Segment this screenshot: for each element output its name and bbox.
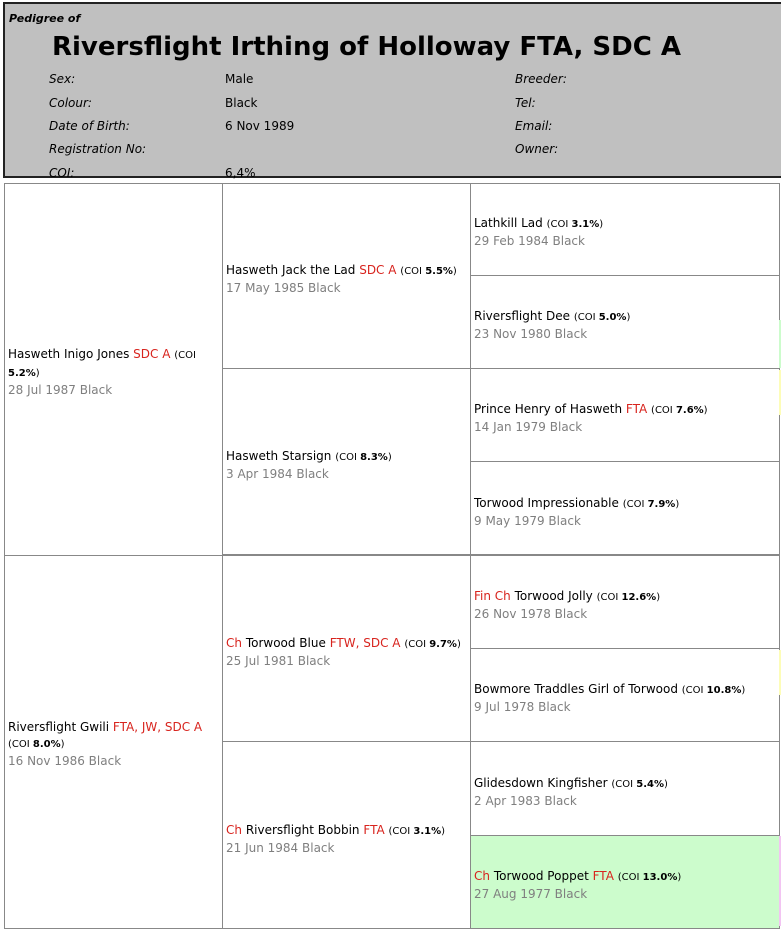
- dob-label: Date of Birth:: [49, 119, 130, 133]
- dog-entry: [474, 588, 773, 622]
- dog-coi-value: 8.3%: [360, 452, 388, 463]
- dog-coi: (COI 3.1%): [546, 219, 604, 230]
- dog-details: 9 May 1979 Black: [474, 514, 581, 528]
- dog-entry: [8, 346, 216, 398]
- dog-coi-value: 7.6%: [675, 405, 704, 416]
- dog-entry: [8, 719, 216, 769]
- pedigree-cell[interactable]: [222, 555, 471, 742]
- dog-coi-value: 13.0%: [642, 872, 678, 883]
- dog-coi-value: 9.7%: [429, 639, 457, 650]
- pedigree-cell[interactable]: [222, 368, 471, 555]
- dog-coi-value: 3.1%: [413, 826, 442, 837]
- dog-coi: (COI 10.8%): [681, 685, 746, 696]
- dog-coi: (COI 5.0%): [573, 312, 631, 323]
- registration-label: Registration No:: [49, 142, 147, 156]
- dog-name: Lathkill Lad: [474, 216, 543, 230]
- dog-coi: (COI 7.9%): [622, 499, 680, 510]
- dog-entry: [474, 401, 773, 435]
- dog-details: 29 Feb 1984 Black: [474, 234, 585, 248]
- colour-label: Colour:: [49, 96, 92, 110]
- pedigree-cell[interactable]: [4, 183, 223, 556]
- dog-coi-value: 5.5%: [425, 266, 453, 277]
- dog-coi: (COI 8.0%): [8, 739, 65, 750]
- dog-prefix: Ch: [226, 823, 242, 837]
- dog-entry: [474, 681, 773, 715]
- dog-name: Riversflight Bobbin: [245, 823, 360, 837]
- sex-value: Male: [225, 72, 254, 86]
- pedigree-cell[interactable]: [222, 741, 471, 929]
- dog-coi-value: 5.2%: [8, 368, 36, 379]
- owner-label: Owner:: [515, 142, 559, 156]
- dog-coi-value: 7.9%: [647, 499, 676, 510]
- dog-entry: [474, 868, 773, 902]
- dog-details: 26 Nov 1978 Black: [474, 607, 588, 621]
- dog-entry: [474, 495, 773, 529]
- dog-title: Riversflight Irthing of Holloway FTA, SDC A: [52, 32, 681, 62]
- pedigree-of-label: Pedigree of: [9, 12, 81, 25]
- dog-coi: (COI 12.6%): [596, 592, 661, 603]
- dog-coi: (COI 13.0%): [617, 872, 682, 883]
- dog-name: Hasweth Starsign: [226, 449, 332, 463]
- dog-details: 23 Nov 1980 Black: [474, 327, 588, 341]
- dog-titles: SDC A: [359, 263, 397, 277]
- dog-entry: [226, 635, 464, 669]
- dog-coi-value: 12.6%: [621, 592, 657, 603]
- pedigree-cell[interactable]: [470, 368, 780, 462]
- pedigree-cell[interactable]: [470, 555, 780, 649]
- dog-titles: FTA: [625, 402, 648, 416]
- dog-details: 28 Jul 1987 Black: [8, 383, 113, 397]
- dog-coi: (COI 3.1%): [388, 826, 446, 837]
- dog-name: Hasweth Jack the Lad: [226, 263, 356, 277]
- dog-entry: [474, 215, 773, 249]
- dog-coi-value: 8.0%: [32, 739, 61, 750]
- dog-coi-value: 5.4%: [636, 779, 665, 790]
- pedigree-cell[interactable]: [4, 555, 223, 929]
- dog-titles: FTA, JW, SDC A: [112, 720, 203, 734]
- dog-details: 21 Jun 1984 Black: [226, 841, 335, 855]
- dog-name: Prince Henry of Hasweth: [474, 402, 623, 416]
- dog-coi: (COI 5.2%): [8, 350, 196, 379]
- dog-details: 17 May 1985 Black: [226, 281, 341, 295]
- dog-name: Hasweth Inigo Jones: [8, 347, 130, 361]
- dog-name: Riversflight Gwili: [8, 720, 110, 734]
- dog-details: 27 Aug 1977 Black: [474, 887, 588, 901]
- tel-label: Tel:: [515, 96, 536, 110]
- pedigree-cell[interactable]: [470, 183, 780, 276]
- dog-coi-value: 5.0%: [598, 312, 627, 323]
- colour-value: Black: [225, 96, 258, 110]
- dog-entry: [226, 448, 464, 482]
- pedigree-cell[interactable]: [470, 835, 780, 929]
- dog-prefix: Ch: [226, 636, 242, 650]
- dob-value: 6 Nov 1989: [225, 119, 295, 133]
- breeder-label: Breeder:: [515, 72, 567, 86]
- dog-titles: FTA: [592, 869, 614, 883]
- dog-coi: (COI 7.6%): [651, 405, 708, 416]
- coi-value: 6,4%: [225, 166, 256, 180]
- dog-coi: (COI 8.3%): [335, 452, 392, 463]
- dog-titles: FTW, SDC A: [329, 636, 401, 650]
- dog-details: 3 Apr 1984 Black: [226, 467, 329, 481]
- coi-label: COI:: [49, 166, 75, 180]
- dog-coi: (COI 5.5%): [400, 266, 457, 277]
- pedigree-cell[interactable]: [470, 275, 780, 369]
- dog-name: Torwood Jolly: [514, 589, 593, 603]
- dog-entry: [474, 308, 773, 342]
- dog-name: Torwood Impressionable: [474, 496, 619, 510]
- pedigree-cell[interactable]: [470, 741, 780, 836]
- pedigree-cell[interactable]: [222, 183, 471, 370]
- dog-details: 25 Jul 1981 Black: [226, 654, 331, 668]
- dog-name: Torwood Blue: [245, 636, 326, 650]
- dog-name: Bowmore Traddles Girl of Torwood: [474, 682, 678, 696]
- sex-label: Sex:: [49, 72, 76, 86]
- dog-prefix: Fin Ch: [474, 589, 511, 603]
- dog-name: Glidesdown Kingfisher: [474, 776, 608, 790]
- pedigree-cell[interactable]: [470, 461, 780, 555]
- dog-coi: (COI 9.7%): [404, 639, 461, 650]
- pedigree-cell[interactable]: [470, 648, 780, 742]
- dog-prefix: Ch: [474, 869, 490, 883]
- dog-titles: FTA: [363, 823, 385, 837]
- dog-details: 14 Jan 1979 Black: [474, 420, 583, 434]
- email-label: Email:: [515, 119, 553, 133]
- dog-details: 9 Jul 1978 Black: [474, 700, 571, 714]
- dog-entry: [474, 775, 773, 809]
- dog-name: Torwood Poppet: [493, 869, 589, 883]
- dog-name: Riversflight Dee: [474, 309, 570, 323]
- dog-coi: (COI 5.4%): [611, 779, 668, 790]
- dog-details: 16 Nov 1986 Black: [8, 754, 122, 768]
- dog-entry: [226, 822, 464, 856]
- dog-entry: [226, 262, 464, 296]
- dog-details: 2 Apr 1983 Black: [474, 794, 577, 808]
- dog-titles: SDC A: [133, 347, 171, 361]
- dog-coi-value: 10.8%: [706, 685, 742, 696]
- dog-coi-value: 3.1%: [571, 219, 600, 230]
